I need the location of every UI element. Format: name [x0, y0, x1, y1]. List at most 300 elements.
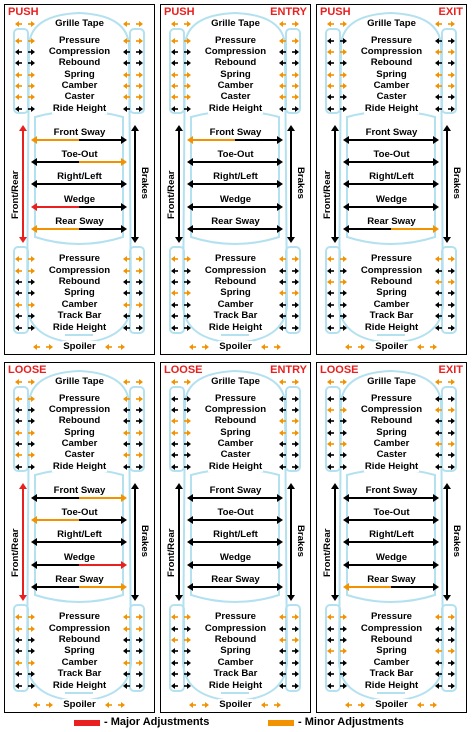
centre-row-label-text: Front Sway [53, 485, 106, 496]
grille-tape-left-arrows [171, 21, 191, 27]
rear-right-arrows [123, 671, 143, 677]
brakes-label: Brakes [451, 167, 462, 200]
rear-right-arrows [279, 626, 299, 632]
brakes-arrow [131, 125, 139, 243]
rear-row-label-text: Ride Height [208, 680, 263, 691]
spoiler-right-arrows [261, 344, 281, 350]
centre-adjust-arrow [187, 538, 283, 546]
major-swatch [74, 720, 100, 726]
grille-tape-left-arrows [171, 379, 191, 385]
rear-left-arrows [171, 660, 191, 666]
front-right-arrows [435, 83, 455, 89]
front-left-arrows [15, 418, 35, 424]
centre-adjust-arrow [31, 203, 127, 211]
rear-right-arrows [435, 256, 455, 262]
front-right-arrows [279, 83, 299, 89]
centre-adjust-arrow [343, 583, 439, 591]
centre-adjust-arrow [343, 494, 439, 502]
front-row-label-text: Caster [64, 91, 95, 102]
centre-adjust-arrow [187, 561, 283, 569]
grille-tape-right-arrows [279, 21, 299, 27]
brakes-label: Brakes [295, 525, 306, 558]
front-right-arrows [123, 83, 143, 89]
front-right-arrows [435, 396, 455, 402]
rear-right-arrows [279, 302, 299, 308]
front-right-arrows [435, 38, 455, 44]
rear-row-label-text: Camber [217, 657, 254, 668]
rear-row-label-text: Rebound [370, 276, 413, 287]
front-left-arrows [327, 49, 347, 55]
front-rear-label: Front/Rear [166, 170, 177, 219]
rear-left-arrows [15, 671, 35, 677]
rear-left-arrows [327, 290, 347, 296]
car-diagram [5, 363, 153, 711]
brakes-arrow [131, 483, 139, 601]
rear-right-arrows [279, 671, 299, 677]
legend [0, 714, 474, 732]
centre-row-label-text: Front Sway [209, 485, 262, 496]
front-right-arrows [123, 38, 143, 44]
rear-left-arrows [15, 325, 35, 331]
rear-row-label-text: Rebound [58, 276, 101, 287]
rear-left-arrows [327, 648, 347, 654]
centre-row-label-text: Rear Sway [55, 574, 104, 585]
front-right-arrows [435, 464, 455, 470]
centre-row-label-text: Wedge [375, 194, 408, 205]
front-right-arrows [279, 72, 299, 78]
rear-right-arrows [435, 626, 455, 632]
rear-right-arrows [279, 268, 299, 274]
rear-right-arrows [435, 279, 455, 285]
rear-left-arrows [327, 313, 347, 319]
front-right-arrows [435, 106, 455, 112]
centre-adjust-arrow [31, 158, 127, 166]
panel-title-phase: EXIT [438, 364, 463, 376]
centre-adjust-arrow [31, 136, 127, 144]
front-left-arrows [171, 430, 191, 436]
front-row-label-text: Pressure [370, 35, 413, 46]
rear-row-label-text: Spoiler [63, 699, 96, 710]
front-row-label-text: Spring [64, 427, 95, 438]
panel-title-phase: ENTRY [270, 6, 307, 18]
rear-right-arrows [123, 279, 143, 285]
rear-left-arrows [327, 279, 347, 285]
centre-row-label-text: Wedge [375, 552, 408, 563]
centre-row-label-text: Front Sway [209, 127, 262, 138]
centre-row-label-text: Right/Left [57, 171, 102, 182]
front-left-arrows [327, 407, 347, 413]
brakes-arrow [443, 125, 451, 243]
front-left-arrows [15, 49, 35, 55]
rear-row-label-text: Track Bar [369, 310, 414, 321]
front-left-arrows [171, 83, 191, 89]
rear-left-arrows [327, 302, 347, 308]
centre-adjust-arrow [343, 203, 439, 211]
front-left-arrows [15, 430, 35, 436]
rear-left-arrows [15, 614, 35, 620]
spoiler-left-arrows [345, 344, 365, 350]
grille-tape-right-arrows [123, 379, 143, 385]
front-row-label-text: Rebound [370, 415, 413, 426]
centre-row-label-text: Front Sway [365, 127, 418, 138]
centre-row-label-text: Rear Sway [55, 216, 104, 227]
front-rear-label: Front/Rear [166, 528, 177, 577]
front-right-arrows [123, 452, 143, 458]
rear-right-arrows [279, 614, 299, 620]
centre-adjust-arrow [31, 180, 127, 188]
centre-adjust-arrow [187, 203, 283, 211]
grille-tape-left-arrows [327, 379, 347, 385]
rear-row-label-text: Pressure [370, 611, 413, 622]
front-row-label-text: Camber [373, 80, 410, 91]
rear-right-arrows [279, 313, 299, 319]
front-row-label-text: Rebound [58, 57, 101, 68]
rear-left-arrows [171, 671, 191, 677]
rear-row-label-text: Track Bar [213, 668, 258, 679]
centre-adjust-arrow [343, 225, 439, 233]
front-right-arrows [123, 60, 143, 66]
centre-row-label-text: Right/Left [57, 529, 102, 540]
rear-row-label-text: Camber [373, 299, 410, 310]
rear-right-arrows [123, 268, 143, 274]
rear-right-arrows [435, 290, 455, 296]
front-left-arrows [171, 418, 191, 424]
rear-row-label-text: Rebound [370, 634, 413, 645]
rear-row-label-text: Spoiler [219, 341, 252, 352]
rear-right-arrows [123, 256, 143, 262]
front-row-label-text: Caster [376, 91, 407, 102]
brakes-label: Brakes [295, 167, 306, 200]
rear-row-label-text: Ride Height [364, 322, 419, 333]
front-left-arrows [327, 418, 347, 424]
centre-row-label-text: Wedge [63, 194, 96, 205]
spoiler-left-arrows [33, 344, 53, 350]
spoiler-left-arrows [33, 702, 53, 708]
rear-right-arrows [435, 637, 455, 643]
front-left-arrows [327, 60, 347, 66]
front-row-label-text: Grille Tape [367, 18, 416, 29]
minor-swatch [268, 720, 294, 726]
setup-panel [316, 4, 467, 355]
front-left-arrows [171, 396, 191, 402]
rear-row-label-text: Spring [220, 287, 251, 298]
front-right-arrows [123, 418, 143, 424]
front-left-arrows [327, 72, 347, 78]
front-row-label-text: Grille Tape [55, 376, 104, 387]
rear-row-label-text: Ride Height [52, 680, 107, 691]
rear-row-label-text: Spoiler [375, 699, 408, 710]
rear-row-label-text: Camber [61, 657, 98, 668]
front-row-label-text: Pressure [58, 35, 101, 46]
rear-left-arrows [327, 325, 347, 331]
rear-left-arrows [327, 660, 347, 666]
front-left-arrows [15, 396, 35, 402]
rear-right-arrows [123, 660, 143, 666]
centre-adjust-arrow [343, 158, 439, 166]
front-row-label-text: Compression [360, 46, 423, 57]
centre-adjust-arrow [187, 180, 283, 188]
centre-row-label-text: Rear Sway [367, 574, 416, 585]
front-row-label-text: Ride Height [208, 461, 263, 472]
front-right-arrows [435, 418, 455, 424]
front-left-arrows [171, 49, 191, 55]
rear-row-label-text: Spring [376, 645, 407, 656]
centre-adjust-arrow [187, 583, 283, 591]
front-right-arrows [123, 441, 143, 447]
rear-right-arrows [435, 660, 455, 666]
rear-left-arrows [15, 637, 35, 643]
rear-left-arrows [327, 626, 347, 632]
rear-right-arrows [435, 313, 455, 319]
rear-row-label-text: Pressure [214, 611, 257, 622]
front-left-arrows [171, 407, 191, 413]
rear-row-label-text: Camber [373, 657, 410, 668]
setup-panel [4, 4, 155, 355]
centre-row-label-text: Right/Left [213, 171, 258, 182]
rear-right-arrows [123, 637, 143, 643]
front-row-label-text: Caster [376, 449, 407, 460]
centre-adjust-arrow [343, 538, 439, 546]
front-row-label-text: Ride Height [364, 461, 419, 472]
rear-left-arrows [171, 268, 191, 274]
centre-adjust-arrow [31, 516, 127, 524]
car-diagram [317, 5, 465, 353]
setup-panel [316, 362, 467, 713]
front-right-arrows [435, 452, 455, 458]
front-left-arrows [171, 452, 191, 458]
front-row-label-text: Pressure [58, 393, 101, 404]
rear-row-label-text: Compression [204, 623, 267, 634]
rear-right-arrows [279, 637, 299, 643]
rear-row-label-text: Ride Height [364, 680, 419, 691]
front-left-arrows [327, 396, 347, 402]
rear-right-arrows [435, 302, 455, 308]
rear-row-label-text: Track Bar [213, 310, 258, 321]
grille-tape-left-arrows [327, 21, 347, 27]
rear-right-arrows [279, 683, 299, 689]
rear-right-arrows [123, 290, 143, 296]
rear-left-arrows [171, 614, 191, 620]
front-row-label-text: Caster [64, 449, 95, 460]
front-right-arrows [279, 49, 299, 55]
rear-left-arrows [171, 683, 191, 689]
centre-adjust-arrow [187, 494, 283, 502]
rear-right-arrows [279, 279, 299, 285]
minor-label: - Minor Adjustments [298, 716, 404, 728]
rear-row-label-text: Compression [204, 265, 267, 276]
front-left-arrows [171, 94, 191, 100]
front-left-arrows [327, 38, 347, 44]
front-left-arrows [171, 38, 191, 44]
front-left-arrows [15, 106, 35, 112]
rear-left-arrows [15, 290, 35, 296]
spoiler-left-arrows [345, 702, 365, 708]
front-left-arrows [327, 94, 347, 100]
rear-left-arrows [15, 313, 35, 319]
centre-row-label-text: Front Sway [365, 485, 418, 496]
front-right-arrows [279, 464, 299, 470]
panel-title-condition: PUSH [320, 6, 351, 18]
rear-right-arrows [279, 660, 299, 666]
centre-row-label-text: Toe-Out [217, 149, 254, 160]
rear-right-arrows [123, 614, 143, 620]
front-left-arrows [327, 441, 347, 447]
front-right-arrows [279, 430, 299, 436]
brakes-label: Brakes [139, 167, 150, 200]
panel-title-condition: LOOSE [8, 364, 47, 376]
centre-adjust-arrow [31, 538, 127, 546]
front-row-label-text: Ride Height [52, 103, 107, 114]
rear-right-arrows [435, 683, 455, 689]
rear-right-arrows [435, 671, 455, 677]
centre-adjust-arrow [187, 516, 283, 524]
front-right-arrows [279, 396, 299, 402]
front-row-label-text: Spring [376, 69, 407, 80]
rear-row-label-text: Rebound [214, 276, 257, 287]
centre-row-label-text: Wedge [219, 552, 252, 563]
front-left-arrows [171, 60, 191, 66]
rear-row-label-text: Spoiler [375, 341, 408, 352]
grille-tape-left-arrows [15, 21, 35, 27]
spoiler-left-arrows [189, 344, 209, 350]
front-left-arrows [327, 83, 347, 89]
brakes-arrow [443, 483, 451, 601]
spoiler-right-arrows [417, 702, 437, 708]
rear-row-label-text: Camber [217, 299, 254, 310]
rear-row-label-text: Spring [376, 287, 407, 298]
rear-left-arrows [15, 648, 35, 654]
front-left-arrows [15, 38, 35, 44]
car-diagram [317, 363, 465, 711]
front-row-label-text: Camber [61, 80, 98, 91]
rear-right-arrows [123, 325, 143, 331]
centre-adjust-arrow [343, 561, 439, 569]
front-right-arrows [123, 72, 143, 78]
rear-left-arrows [171, 290, 191, 296]
rear-row-label-text: Track Bar [57, 668, 102, 679]
spoiler-left-arrows [189, 702, 209, 708]
front-row-label-text: Rebound [370, 57, 413, 68]
spoiler-right-arrows [105, 702, 125, 708]
rear-left-arrows [15, 268, 35, 274]
front-left-arrows [15, 441, 35, 447]
front-right-arrows [279, 441, 299, 447]
front-row-label-text: Grille Tape [55, 18, 104, 29]
brakes-arrow [287, 483, 295, 601]
rear-left-arrows [327, 637, 347, 643]
front-left-arrows [15, 464, 35, 470]
grille-tape-right-arrows [123, 21, 143, 27]
grille-tape-right-arrows [279, 379, 299, 385]
rear-left-arrows [327, 614, 347, 620]
rear-left-arrows [171, 313, 191, 319]
car-diagram [5, 5, 153, 353]
front-rear-label: Front/Rear [10, 528, 21, 577]
setup-panel [160, 4, 311, 355]
front-right-arrows [435, 60, 455, 66]
front-row-label-text: Grille Tape [367, 376, 416, 387]
front-right-arrows [435, 72, 455, 78]
front-row-label-text: Ride Height [52, 461, 107, 472]
front-row-label-text: Compression [48, 404, 111, 415]
rear-right-arrows [279, 256, 299, 262]
grille-tape-left-arrows [15, 379, 35, 385]
front-right-arrows [435, 94, 455, 100]
front-left-arrows [15, 407, 35, 413]
front-row-label-text: Camber [217, 438, 254, 449]
rear-left-arrows [171, 637, 191, 643]
rear-row-label-text: Pressure [214, 253, 257, 264]
front-row-label-text: Grille Tape [211, 18, 260, 29]
rear-row-label-text: Compression [360, 265, 423, 276]
rear-row-label-text: Compression [48, 265, 111, 276]
rear-left-arrows [15, 279, 35, 285]
centre-row-label-text: Right/Left [369, 529, 414, 540]
front-right-arrows [123, 49, 143, 55]
front-right-arrows [279, 60, 299, 66]
front-row-label-text: Compression [204, 46, 267, 57]
front-row-label-text: Pressure [214, 35, 257, 46]
front-left-arrows [327, 452, 347, 458]
rear-right-arrows [279, 290, 299, 296]
front-right-arrows [123, 430, 143, 436]
rear-left-arrows [15, 660, 35, 666]
rear-right-arrows [435, 325, 455, 331]
centre-row-label-text: Rear Sway [367, 216, 416, 227]
front-left-arrows [171, 72, 191, 78]
rear-right-arrows [435, 614, 455, 620]
spoiler-right-arrows [417, 344, 437, 350]
rear-left-arrows [15, 626, 35, 632]
car-diagram [161, 363, 309, 711]
rear-right-arrows [279, 325, 299, 331]
front-row-label-text: Ride Height [364, 103, 419, 114]
centre-row-label-text: Toe-Out [373, 507, 410, 518]
front-row-label-text: Rebound [58, 415, 101, 426]
rear-right-arrows [435, 648, 455, 654]
brakes-label: Brakes [139, 525, 150, 558]
front-right-arrows [279, 407, 299, 413]
front-row-label-text: Pressure [370, 393, 413, 404]
rear-row-label-text: Track Bar [369, 668, 414, 679]
centre-row-label-text: Wedge [219, 194, 252, 205]
centre-adjust-arrow [187, 136, 283, 144]
panel-title-condition: LOOSE [164, 364, 203, 376]
rear-left-arrows [15, 256, 35, 262]
rear-left-arrows [171, 648, 191, 654]
front-row-label-text: Camber [373, 438, 410, 449]
front-row-label-text: Spring [220, 69, 251, 80]
front-right-arrows [123, 106, 143, 112]
grille-tape-right-arrows [435, 379, 455, 385]
rear-row-label-text: Pressure [370, 253, 413, 264]
rear-row-label-text: Pressure [58, 253, 101, 264]
centre-row-label-text: Toe-Out [217, 507, 254, 518]
front-right-arrows [123, 396, 143, 402]
spoiler-right-arrows [105, 344, 125, 350]
rear-left-arrows [327, 256, 347, 262]
front-right-arrows [123, 94, 143, 100]
centre-row-label-text: Wedge [63, 552, 96, 563]
rear-right-arrows [123, 302, 143, 308]
front-left-arrows [327, 430, 347, 436]
rear-left-arrows [327, 268, 347, 274]
centre-adjust-arrow [187, 158, 283, 166]
centre-row-label-text: Toe-Out [61, 507, 98, 518]
brakes-arrow [287, 125, 295, 243]
front-right-arrows [279, 94, 299, 100]
rear-row-label-text: Ride Height [208, 322, 263, 333]
